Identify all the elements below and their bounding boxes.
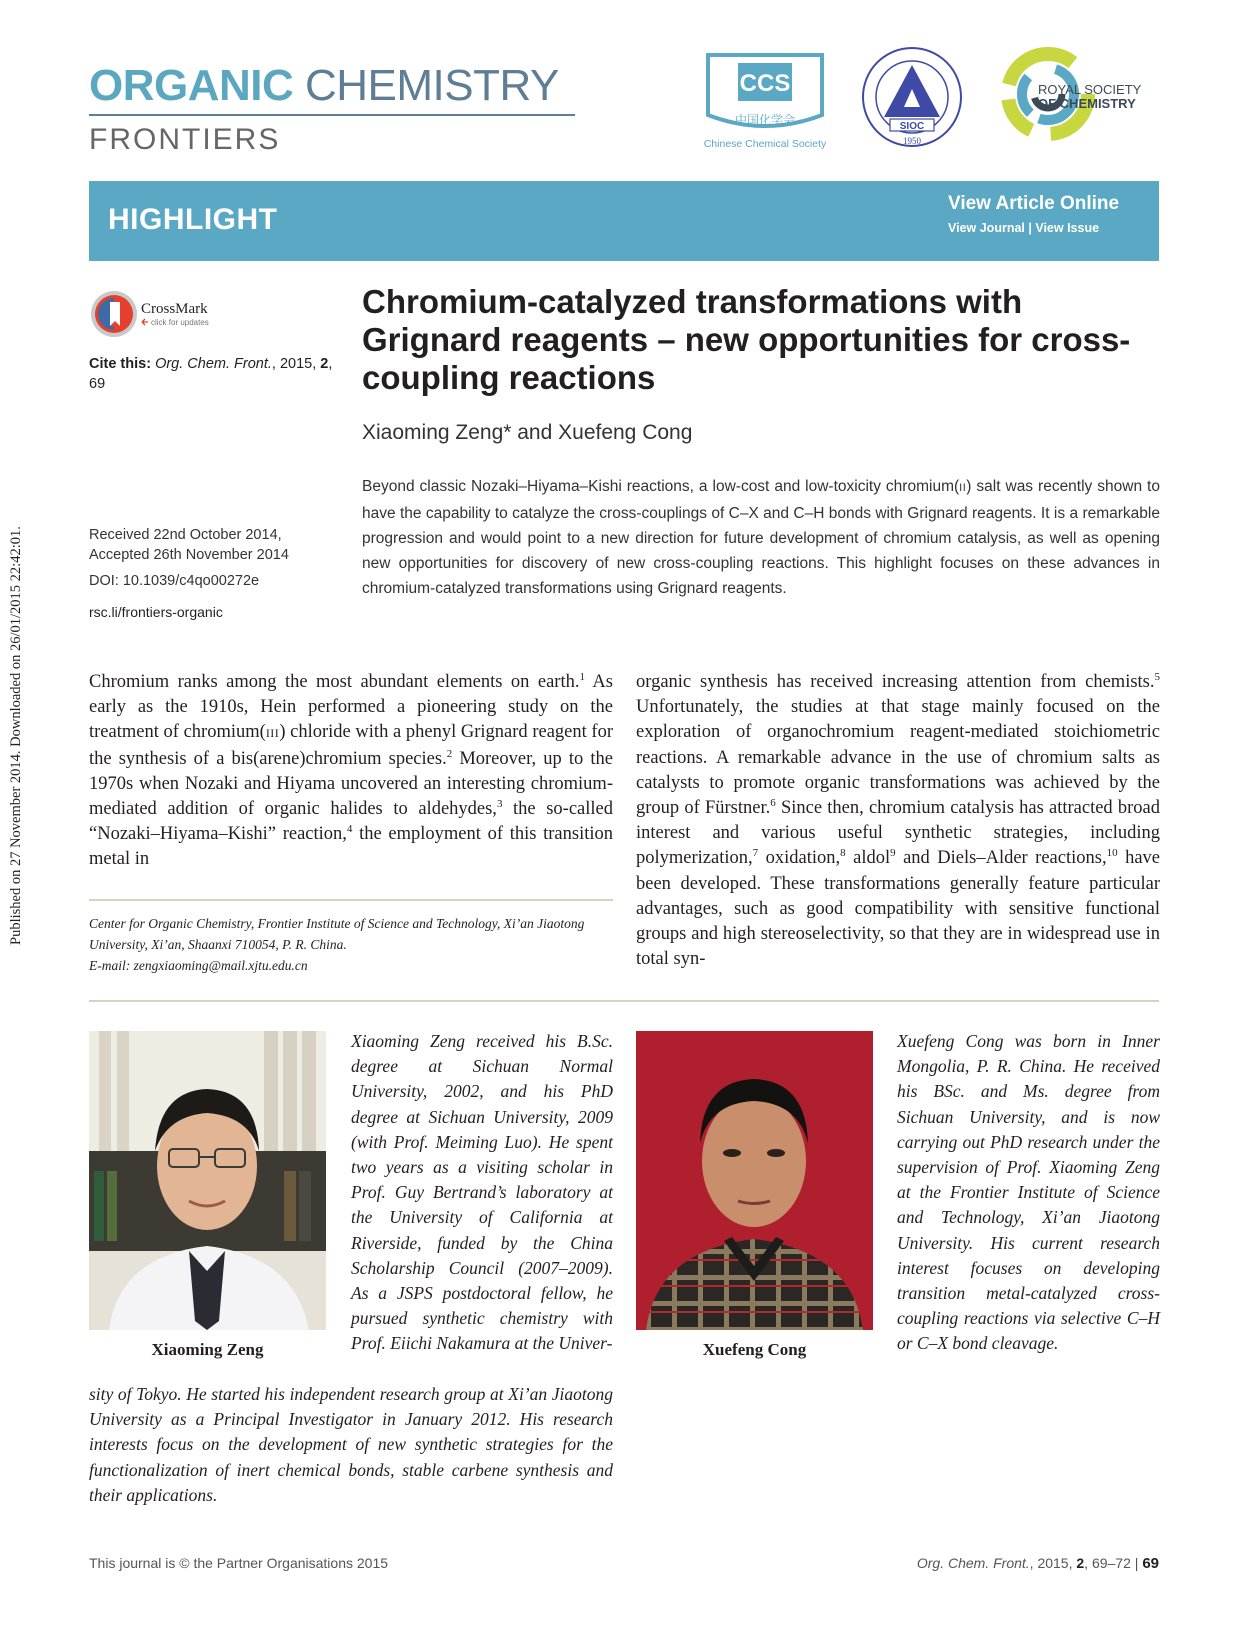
journal-subtitle: FRONTIERS — [89, 123, 281, 156]
footer-citation — [917, 1553, 1159, 1574]
body-text: Chromium ranks among the most abundant elements on earth. — [89, 672, 580, 692]
footer-volume: 2 — [1076, 1555, 1085, 1571]
ref-link[interactable]: 9 — [890, 847, 896, 860]
affiliation-divider — [89, 899, 613, 901]
received-dates — [89, 525, 349, 565]
view-issue-link[interactable]: View Issue — [1035, 221, 1100, 235]
rsc-logo[interactable] — [998, 42, 1162, 148]
journal-title-rule — [89, 114, 575, 116]
ref-link[interactable]: 7 — [752, 847, 759, 860]
sioc-logo-year: 1950 — [903, 136, 921, 146]
body-text: the so-called “Nozaki–Hiyama–Kishi” reaction, — [89, 799, 613, 845]
ref-link[interactable]: 1 — [579, 670, 585, 683]
bio-zeng-continued: sity of Tokyo. He started his independent research group at Xi’an Jiaotong University as a Principal Investigator in January 2012. His research interests focus on the development of new synthetic strategies for the functionalization of inert chemical bonds, stable carbene synthesis and their applications. — [89, 1384, 613, 1505]
footer-copyright: This journal is © the Partner Organisations 2015 — [89, 1555, 389, 1571]
footer-year: , 2015, — [1029, 1555, 1077, 1571]
journal-link[interactable]: rsc.li/frontiers-organic — [89, 604, 223, 620]
body-text: Moreover, up to the 1970s when Nozaki and Hiyama uncovered an interesting chromium-mediated addition of organic halides to aldehydes, — [89, 748, 613, 820]
author-affiliation — [89, 913, 613, 976]
publication-side-note: Published on 27 November 2014. Downloaded on 26/01/2015 22:42:01. — [8, 526, 24, 945]
doi[interactable]: DOI: 10.1039/c4qo00272e — [89, 573, 260, 589]
body-text: the employment of this transition metal in — [89, 824, 613, 870]
body-text: oxidation, — [758, 848, 841, 869]
cite-label: Cite this: — [89, 356, 152, 372]
sioc-logo-label: SIOC — [899, 121, 925, 132]
oxidation-state: II — [959, 482, 967, 494]
ref-link[interactable]: 10 — [1106, 847, 1118, 860]
page-number: 69 — [1142, 1555, 1159, 1572]
cite-volume: 2 — [320, 356, 329, 372]
author-photo-cong — [636, 1031, 873, 1330]
ccs-logo[interactable] — [700, 45, 830, 153]
received-date: Received 22nd October 2014, — [89, 527, 282, 543]
ccs-logo-cn: 中国化学会 — [734, 113, 796, 127]
journal-title-bold: ORGANIC — [89, 61, 294, 110]
affiliation-email[interactable]: E-mail: zengxiaoming@mail.xjtu.edu.cn — [89, 958, 308, 973]
citation — [89, 354, 349, 394]
journal-title — [89, 62, 559, 110]
abstract-part: ) salt was recently shown to have the capability to catalyze the cross-couplings of C–X and C–H bonds with Grignard reagents. It is a remarkable progression and would point to a new direction for future development of chromium catalysis, as well as opening new opportunities for discovery of new cross-coupling reactions. This highlight focuses on these advances in chromium-catalyzed transformations using Grignard reagents. — [362, 478, 1160, 597]
ccs-logo-text: CCS — [739, 70, 791, 97]
body-text: have been developed. These transformations generally feature particular advantages, such as good compatibility with sensitive functional groups and high stereoselectivity, so that they are in widespread use in total syn- — [636, 848, 1160, 970]
rsc-logo-line1: ROYAL SOCIETY — [1038, 82, 1142, 97]
bio-cong: Xuefeng Cong was born in Inner Mongolia, P. R. China. He received his BSc. and Ms. degree from Sichuan University, and is now carrying out PhD research under the supervision of Prof. Xiaoming Zeng at the Frontier Institute of Science and Technology, Xi’an Jiaotong University. His current research interest focuses on developing transition metal-catalyzed cross-coupling reactions via selective C–H or C–X bond cleavage. — [897, 1031, 1160, 1354]
article-title: Chromium-catalyzed transformations with Grignard reagents – new opportunities for cross-coupling reactions — [362, 283, 1131, 396]
article-authors: Xiaoming Zeng* and Xuefeng Cong — [362, 421, 693, 444]
cite-pages: , 69 — [89, 356, 333, 392]
body-text: aldol — [845, 848, 891, 869]
photo-caption-cong: Xuefeng Cong — [702, 1340, 807, 1359]
ref-link[interactable]: 3 — [496, 797, 503, 810]
body-column-left — [89, 670, 613, 873]
crossmark-sub: click for updates — [151, 318, 209, 327]
cite-journal: Org. Chem. Front. — [155, 356, 272, 372]
ref-link[interactable]: 6 — [770, 796, 776, 809]
bio-zeng: Xiaoming Zeng received his B.Sc. degree at Sichuan Normal University, 2002, and his PhD degree at Sichuan University, 2009 (with Prof. Meiming Luo). He spent two years as a visiting scholar in Prof. Guy Bertrand’s laboratory at the University of California at Riverside, funded by the China Scholarship Council (2007–2009). As a JSPS postdoctoral fellow, he pursued synthetic chemistry with Prof. Eiichi Nakamura at the Univer- — [351, 1031, 613, 1354]
crossmark-label: CrossMark — [141, 301, 208, 317]
view-links — [948, 219, 1099, 237]
article-type-label: HIGHLIGHT — [108, 203, 278, 236]
rsc-logo-line2: OF CHEMISTRY — [1038, 96, 1136, 111]
ccs-logo-label: Chinese Chemical Society — [703, 138, 827, 150]
body-column-right — [636, 670, 1160, 972]
body-text: and Diels–Alder reactions, — [895, 848, 1107, 869]
view-journal-link[interactable]: View Journal — [948, 221, 1025, 235]
link-separator: | — [1024, 221, 1036, 235]
body-text: organic synthesis has received increasing attention from chemists. — [636, 672, 1155, 692]
journal-title-light: CHEMISTRY — [293, 61, 559, 110]
accepted-date: Accepted 26th November 2014 — [89, 547, 289, 563]
ref-link[interactable]: 5 — [1154, 670, 1160, 683]
ref-link[interactable]: 2 — [446, 747, 453, 760]
sioc-logo[interactable] — [860, 45, 964, 149]
abstract — [362, 474, 1160, 601]
view-article-online-link[interactable]: View Article Online — [948, 193, 1120, 214]
bio-divider — [89, 1000, 1159, 1002]
affiliation-address: Center for Organic Chemistry, Frontier Institute of Science and Technology, Xi’an Jiaotong University, Xi’an, Shaanxi 710054, P. R. China. — [89, 916, 585, 952]
body-text: ) chloride with a phenyl Grignard reagent for the synthesis of a bis(arene)chromium species. — [89, 722, 614, 769]
footer-separator: | — [1130, 1555, 1143, 1571]
author-photo-zeng — [89, 1031, 326, 1330]
ref-link[interactable]: 4 — [346, 823, 353, 836]
oxidation-state: III — [265, 726, 280, 741]
footer-pages: , 69–72 — [1084, 1555, 1131, 1571]
footer-journal: Org. Chem. Front. — [916, 1555, 1030, 1571]
ref-link[interactable]: 8 — [840, 847, 846, 860]
cite-year: , 2015, — [271, 356, 321, 372]
abstract-part: Beyond classic Nozaki–Hiyama–Kishi reactions, a low-cost and low-toxicity chromium( — [362, 478, 960, 495]
body-text: As early as the 1910s, Hein performed a pioneering study on the treatment of chromium( — [89, 672, 613, 743]
body-text: Unfortunately, the studies at that stage mainly focused on the exploration of organochromium reagent-mediated stoichiometric reactions. A remarkable advance in the use of chromium salts as catalysts to promote organic transformations was achieved by the group of Fürstner. — [636, 697, 1160, 819]
photo-caption-zeng: Xiaoming Zeng — [151, 1340, 264, 1359]
crossmark-badge[interactable] — [89, 288, 249, 340]
body-text: Since then, chromium catalysis has attracted broad interest and various useful synthetic strategies, including polymerization, — [636, 798, 1161, 869]
